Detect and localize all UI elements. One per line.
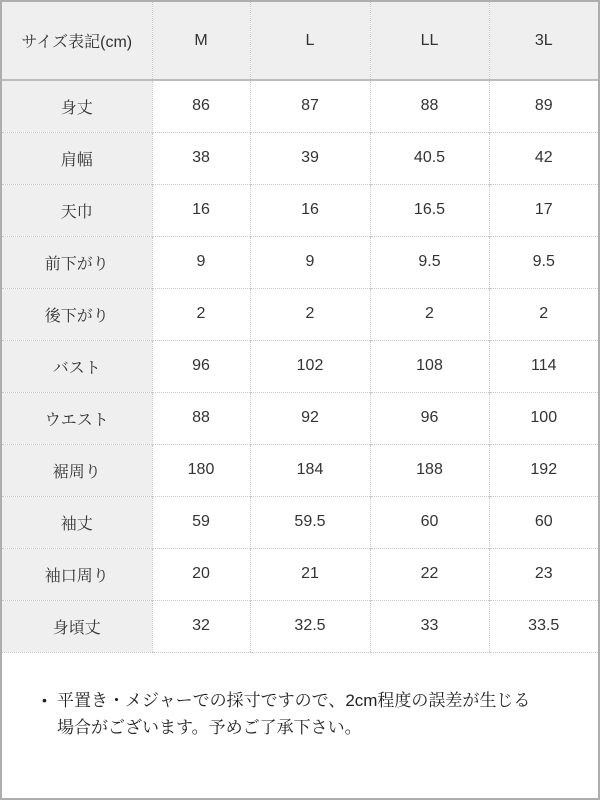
size-cell: 96 xyxy=(152,340,250,392)
size-cell: 9 xyxy=(152,236,250,288)
header-size-l: L xyxy=(250,2,370,80)
size-cell: 33.5 xyxy=(489,600,598,652)
note-line-1: 平置き・メジャーでの採寸ですので、2cm程度の誤差が生じる xyxy=(57,690,531,710)
row-label: 天巾 xyxy=(2,184,152,236)
table-header-row xyxy=(2,2,598,80)
size-cell: 22 xyxy=(370,548,489,600)
table-row-ushirosagari xyxy=(2,288,598,340)
size-cell: 2 xyxy=(489,288,598,340)
table-row-bust xyxy=(2,340,598,392)
row-label: ウエスト xyxy=(2,392,152,444)
size-cell: 89 xyxy=(489,80,598,132)
size-cell: 16 xyxy=(152,184,250,236)
bullet-icon: • xyxy=(42,691,47,708)
size-cell: 17 xyxy=(489,184,598,236)
row-label: 前下がり xyxy=(2,236,152,288)
header-label-cell: サイズ表記(cm) xyxy=(2,2,152,80)
size-cell: 9.5 xyxy=(489,236,598,288)
size-cell: 87 xyxy=(250,80,370,132)
size-cell: 92 xyxy=(250,392,370,444)
size-cell: 88 xyxy=(152,392,250,444)
size-cell: 2 xyxy=(250,288,370,340)
header-size-m: M xyxy=(152,2,250,80)
table-row-migorotake xyxy=(2,600,598,652)
table-row-tenhaba xyxy=(2,184,598,236)
row-label: 身頃丈 xyxy=(2,600,152,652)
size-cell: 180 xyxy=(152,444,250,496)
size-cell: 39 xyxy=(250,132,370,184)
size-cell: 2 xyxy=(152,288,250,340)
row-label: 裾周り xyxy=(2,444,152,496)
size-cell: 40.5 xyxy=(370,132,489,184)
size-cell: 20 xyxy=(152,548,250,600)
size-table xyxy=(2,2,598,653)
note-text xyxy=(57,687,530,741)
size-cell: 33 xyxy=(370,600,489,652)
table-row-sodetake xyxy=(2,496,598,548)
size-cell: 23 xyxy=(489,548,598,600)
size-cell: 96 xyxy=(370,392,489,444)
size-cell: 32 xyxy=(152,600,250,652)
size-cell: 188 xyxy=(370,444,489,496)
size-cell: 32.5 xyxy=(250,600,370,652)
header-size-ll: LL xyxy=(370,2,489,80)
row-label: バスト xyxy=(2,340,152,392)
note-line-2: 場合がございます。予めご了承下さい。 xyxy=(57,717,362,737)
row-label: 肩幅 xyxy=(2,132,152,184)
size-cell: 100 xyxy=(489,392,598,444)
row-label: 身丈 xyxy=(2,80,152,132)
size-cell: 86 xyxy=(152,80,250,132)
header-size-3l: 3L xyxy=(489,2,598,80)
row-label: 袖丈 xyxy=(2,496,152,548)
row-label: 袖口周り xyxy=(2,548,152,600)
size-cell: 60 xyxy=(370,496,489,548)
table-row-waist xyxy=(2,392,598,444)
size-cell: 88 xyxy=(370,80,489,132)
table-row-sodeguchimawari xyxy=(2,548,598,600)
size-cell: 16 xyxy=(250,184,370,236)
size-cell: 192 xyxy=(489,444,598,496)
size-cell: 42 xyxy=(489,132,598,184)
table-row-katahaba xyxy=(2,132,598,184)
table-row-susomawari xyxy=(2,444,598,496)
size-cell: 9 xyxy=(250,236,370,288)
size-cell: 38 xyxy=(152,132,250,184)
size-cell: 16.5 xyxy=(370,184,489,236)
size-cell: 2 xyxy=(370,288,489,340)
size-cell: 114 xyxy=(489,340,598,392)
size-cell: 108 xyxy=(370,340,489,392)
measurement-note xyxy=(42,687,570,741)
table-row-maesagari xyxy=(2,236,598,288)
row-label: 後下がり xyxy=(2,288,152,340)
table-row-mitake xyxy=(2,80,598,132)
size-cell: 9.5 xyxy=(370,236,489,288)
size-cell: 59.5 xyxy=(250,496,370,548)
size-cell: 21 xyxy=(250,548,370,600)
size-cell: 184 xyxy=(250,444,370,496)
size-cell: 59 xyxy=(152,496,250,548)
size-cell: 102 xyxy=(250,340,370,392)
size-cell: 60 xyxy=(489,496,598,548)
